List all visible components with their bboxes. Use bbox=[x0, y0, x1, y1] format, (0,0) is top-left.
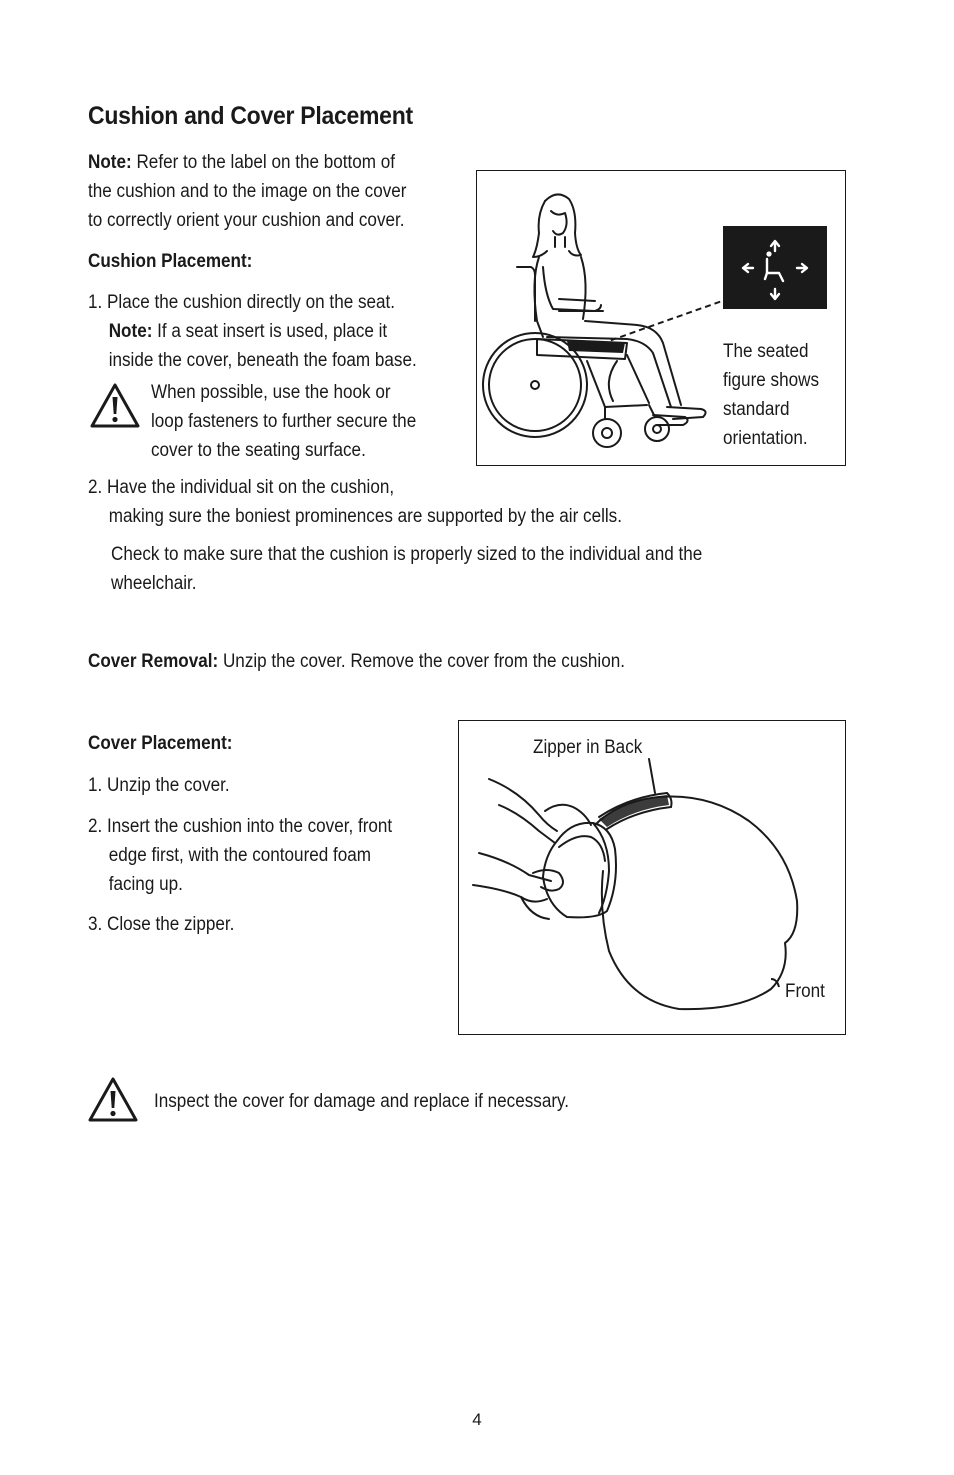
caption-line-3: standard bbox=[723, 399, 790, 420]
cushion-step-2 bbox=[88, 473, 622, 531]
cushion-step-2-line-1: 2. Have the individual sit on the cushion, bbox=[88, 477, 395, 498]
warning-line-3: cover to the seating surface. bbox=[151, 440, 366, 461]
orientation-figure bbox=[476, 170, 846, 466]
cover-step-2-line-1: 2. Insert the cushion into the cover, front bbox=[88, 816, 393, 837]
caption-line-2: figure shows bbox=[723, 370, 820, 391]
warning-line-1: When possible, use the hook or bbox=[151, 382, 391, 403]
warning-line-2: loop fasteners to further secure the bbox=[151, 411, 417, 432]
cushion-placement-heading: Cushion Placement: bbox=[88, 251, 253, 272]
intro-line-1: Refer to the label on the bottom of bbox=[136, 152, 396, 173]
cover-step-2-line-3: facing up. bbox=[108, 874, 183, 895]
cover-step-3: 3. Close the zipper. bbox=[88, 914, 235, 935]
cushion-step-1-note-text: If a seat insert is used, place it bbox=[157, 321, 388, 342]
cover-removal-label: Cover Removal: bbox=[88, 651, 219, 672]
cover-placement-heading: Cover Placement: bbox=[88, 733, 233, 754]
cushion-step-1 bbox=[88, 288, 417, 375]
caption-line-1: The seated bbox=[723, 341, 809, 362]
hook-loop-warning bbox=[151, 378, 416, 465]
cover-removal bbox=[88, 647, 625, 676]
caption-line-4: orientation. bbox=[723, 428, 808, 449]
cover-figure bbox=[458, 720, 846, 1035]
orientation-caption bbox=[723, 337, 819, 453]
intro-note bbox=[88, 148, 406, 235]
page-number: 4 bbox=[472, 1410, 482, 1429]
cushion-step-2-line-2: making sure the boniest prominences are supported by the air cells. bbox=[108, 506, 622, 527]
check-line-1: Check to make sure that the cushion is properly sized to the individual and the bbox=[111, 544, 703, 565]
intro-line-3: to correctly orient your cushion and cover. bbox=[88, 210, 405, 231]
cover-removal-text: Unzip the cover. Remove the cover from the cushion. bbox=[222, 651, 626, 672]
cushion-step-1-note-label: Note: bbox=[108, 321, 153, 342]
cover-step-2-line-2: edge first, with the contoured foam bbox=[108, 845, 372, 866]
warning-icon-bottom bbox=[87, 1076, 139, 1124]
warning-icon bbox=[89, 382, 141, 430]
cushion-step-1-line-3: inside the cover, beneath the foam base. bbox=[108, 350, 417, 371]
page-title: Cushion and Cover Placement bbox=[88, 102, 413, 130]
front-label: Front bbox=[785, 981, 825, 1002]
check-size-note bbox=[111, 540, 702, 598]
cover-step-2 bbox=[88, 812, 392, 899]
check-line-2: wheelchair. bbox=[111, 573, 197, 594]
intro-line-2: the cushion and to the image on the cover bbox=[88, 181, 407, 202]
intro-note-label: Note: bbox=[88, 152, 132, 173]
cover-step-1: 1. Unzip the cover. bbox=[88, 775, 230, 796]
cushion-step-1-line-1: 1. Place the cushion directly on the seat. bbox=[88, 292, 396, 313]
inspect-cover-warning: Inspect the cover for damage and replace if necessary. bbox=[154, 1091, 570, 1112]
zipper-in-back-label: Zipper in Back bbox=[533, 737, 643, 758]
